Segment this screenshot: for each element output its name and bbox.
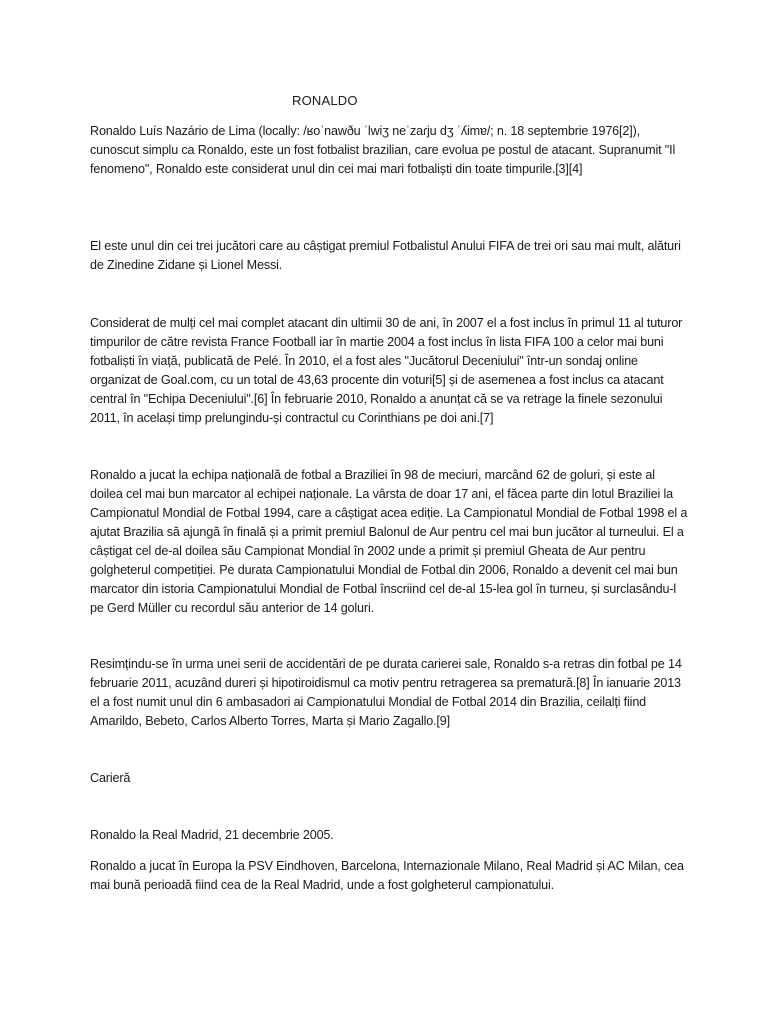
national-team-paragraph: Ronaldo a jucat la echipa națională de fotbal a Braziliei în 98 de meciuri, marcând 62 de goluri, și este al doilea cel mai bun marcator al echipei naționale. La vârsta de doar 17 ani, el făcea parte din lotul Braziliei la Campionatul Mondial de Fotbal 1994, care a câștigat acea ediție. La Campionatul Mondial de Fotbal 1998 el a ajutat Brazilia să ajungă în finală și a primit premiul Balonul de Aur pentru cel mai bun jucător al turneului. El a câștigat cel de-al doilea său Campionat Mondial în 2002 unde a primit și premiul Gheata de Aur pentru golgheterul competiției. Pe durata Campionatului Mondial de Fotbal din 2006, Ronaldo a devenit cel mai bun marcator din istoria Campionatului Mondial de Fotbal înscriind cel de-al 15-lea gol în turneu, și surclasându-l pe Gerd Müller cu recordul său anterior de 14 goluri. (90, 468, 688, 615)
section-heading-cariera: Carieră (90, 771, 131, 785)
document-title: RONALDO (292, 93, 358, 108)
fifa-award-paragraph: El este unul din cei trei jucători care au câștigat premiul Fotbalistul Anului FIFA de trei ori sau mai mult, alături de Zinedine Zidane și Lionel Messi. (90, 239, 681, 272)
recognition-paragraph: Considerat de mulți cel mai complet atacant din ultimii 30 de ani, în 2007 el a fost inclus în primul 11 al tuturor timpurilor de către revista France Football iar în martie 2004 a fost inclus în lista FIFA 100 a celor mai buni fotbaliști în viață, publicată de Pelé. În 2010, el a fost ales "Jucătorul Deceniului" într-un sondaj online organizat de Goal.com, cu un total de 43,63 procente din voturi[5] și de asemenea a fost inclus ca atacant central în "Echipa Deceniului".[6] În februarie 2010, Ronaldo a anunțat că se va retrage la finele sezonului 2011, în același timp prelungindu-și contractul cu Corinthians pe doi ani.[7] (90, 316, 683, 425)
intro-paragraph: Ronaldo Luís Nazário de Lima (locally: /ʁoˈnawðu ˈlwiʒ neˈzaɾju dʒ ˈʎimɐ/; n. 18 septembrie 1976[2]), cunoscut simplu ca Ronaldo, este un fost fotbalist brazilian, care evolua pe postul de atacant. Supranumit "Il fenomeno", Ronaldo este considerat unul din cei mai mari fotbaliști din toate timpurile.[3][4] (90, 124, 676, 176)
career-paragraph: Ronaldo a jucat în Europa la PSV Eindhoven, Barcelona, Internazionale Milano, Real Madrid și AC Milan, cea mai bună perioadă fiind cea de la Real Madrid, unde a fost golgheterul campionatului. (90, 859, 684, 892)
retirement-paragraph: Resimțindu-se în urma unei serii de accidentări de pe durata carierei sale, Ronaldo s-a retras din fotbal pe 14 februarie 2011, acuzând dureri și hipotiroidismul ca motiv pentru retragerea sa prematură.[8] În ianuarie 2013 el a fost numit unul din 6 ambasadori ai Campionatului Mondial de Fotbal 2014 din Brazilia, ceilalți fiind Amarildo, Bebeto, Carlos Alberto Torres, Marta și Mario Zagallo.[9] (90, 657, 682, 728)
image-caption: Ronaldo la Real Madrid, 21 decembrie 2005. (90, 828, 334, 842)
